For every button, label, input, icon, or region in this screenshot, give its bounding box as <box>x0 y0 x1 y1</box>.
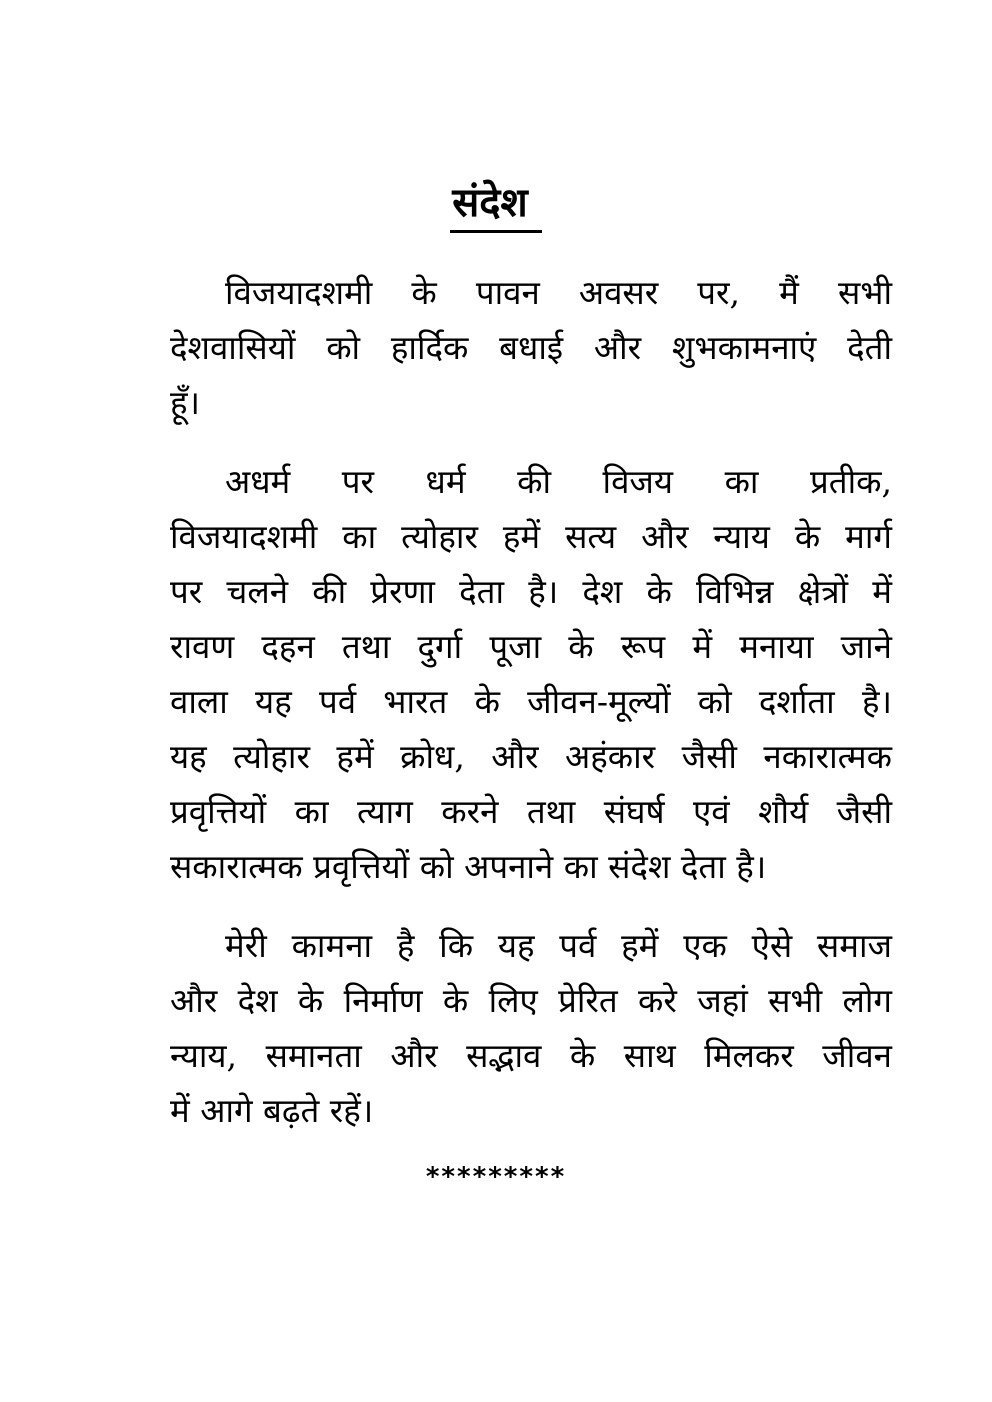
separator-asterisks: ********* <box>425 1162 567 1192</box>
text-line: पर चलने की प्रेरणा देता है। देश के विभिन्न क्षेत्रों में <box>170 572 892 611</box>
text-line: सकारात्मक प्रवृत्तियों को अपनाने का संदेश देता है। <box>170 847 767 886</box>
paragraph <box>170 454 892 894</box>
text-line: मेरी कामना है कि यह पर्व हमें एक ऐसे समाज <box>225 926 892 965</box>
text-line: हूँ। <box>170 383 201 422</box>
page-title: संदेश <box>450 178 541 233</box>
footer-wrap <box>0 1162 992 1192</box>
text-line: रावण दहन तथा दुर्गा पूजा के रूप में मनाया जाने <box>170 627 892 666</box>
title-wrap <box>0 178 992 233</box>
paragraph <box>170 918 892 1138</box>
text-line: में आगे बढ़ते रहें। <box>170 1091 374 1130</box>
text-line: विजयादशमी के पावन अवसर पर, मैं सभी <box>225 273 892 312</box>
text-line: न्याय, समानता और सद्भाव के साथ मिलकर जीवन <box>170 1036 892 1075</box>
text-line: यह त्योहार हमें क्रोध, और अहंकार जैसी नकारात्मक <box>170 737 892 776</box>
text-line: अधर्म पर धर्म की विजय का प्रतीक, <box>225 462 892 501</box>
text-line: वाला यह पर्व भारत के जीवन-मूल्यों को दर्शाता है। <box>170 682 892 721</box>
text-line: विजयादशमी का त्योहार हमें सत्य और न्याय के मार्ग <box>170 517 892 556</box>
text-line: और देश के निर्माण के लिए प्रेरित करे जहां सभी लोग <box>170 981 892 1020</box>
paragraph <box>170 265 892 430</box>
text-line: प्रवृत्तियों का त्याग करने तथा संघर्ष एवं शौर्य जैसी <box>170 792 892 831</box>
text-line: देशवासियों को हार्दिक बधाई और शुभकामनाएं देती <box>170 328 892 367</box>
document-body <box>170 265 892 1138</box>
